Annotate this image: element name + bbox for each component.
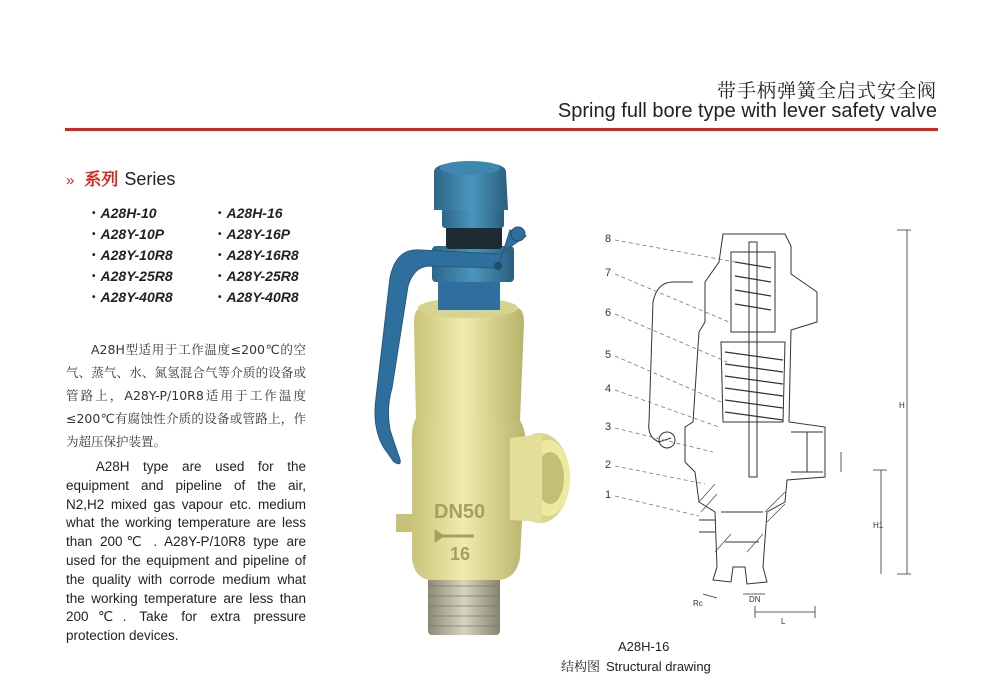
series-label-cn: 系列	[84, 170, 119, 190]
dim-rc: Rc	[693, 599, 703, 608]
model-item: • A28Y-25R8	[218, 268, 338, 285]
description-en: A28H type are used for the equipment and pipeline of the air, N2,H2 mixed gas vapour etc. medium what the working temperature are less than 200℃ . A28Y-P/10R8 type are used for the equipment and pipeline of the quality with corrode medium what the working temperature are less than 200℃. Take for extra pressure protection devices.	[66, 459, 306, 644]
series-label-en: Series	[124, 169, 176, 189]
series-heading	[66, 165, 175, 190]
callout-4: 4	[605, 383, 612, 395]
callout-5: 5	[605, 349, 612, 361]
drawing-caption-cn: 结构图	[561, 660, 601, 675]
callout-7: 7	[605, 267, 612, 279]
model-item: • A28Y-10R8	[92, 247, 218, 264]
model-item: • A28Y-16R8	[218, 247, 338, 264]
model-list	[92, 205, 338, 306]
callout-8: 8	[605, 233, 612, 245]
valve-photo	[350, 158, 590, 658]
model-item: • A28H-10	[92, 205, 218, 222]
model-item: • A28Y-10P	[92, 226, 218, 243]
callout-2: 2	[605, 459, 612, 471]
chevron-icon: »	[66, 172, 75, 189]
model-item: • A28Y-40R8	[92, 289, 218, 306]
model-item: • A28Y-25R8	[92, 268, 218, 285]
drawing-caption-model: A28H-16	[618, 639, 670, 654]
casting-dn-marking: DN50	[434, 501, 486, 523]
description-cn: A28H型适用于工作温度≤200℃的空气、蒸气、水、氮氢混合气等介质的设备或管路上，A28Y-P/10R8适用于工作温度≤200℃有腐蚀性介质的设备或管路上，作为超压保护装置。	[66, 342, 306, 449]
model-item: • A28Y-16P	[218, 226, 338, 243]
dim-l: L	[781, 617, 786, 626]
dim-h1: H1	[873, 521, 884, 530]
model-item: • A28H-16	[218, 205, 338, 222]
dim-dn: DN	[749, 595, 761, 604]
page-title-en: Spring full bore type with lever safety valve	[557, 100, 937, 122]
callout-3: 3	[605, 421, 612, 433]
model-item: • A28Y-40R8	[218, 289, 338, 306]
page-title-cn: 带手柄弹簧全启式安全阀	[716, 80, 937, 102]
drawing-caption	[561, 656, 711, 675]
drawing-caption-en: Structural drawing	[606, 659, 711, 674]
callout-6: 6	[605, 307, 612, 319]
casting-pn-marking: 16	[450, 544, 471, 564]
dim-h: H	[899, 401, 905, 410]
bonnet	[414, 308, 524, 420]
callout-1: 1	[605, 489, 612, 501]
title-divider	[65, 128, 938, 131]
structural-drawing	[595, 222, 915, 642]
